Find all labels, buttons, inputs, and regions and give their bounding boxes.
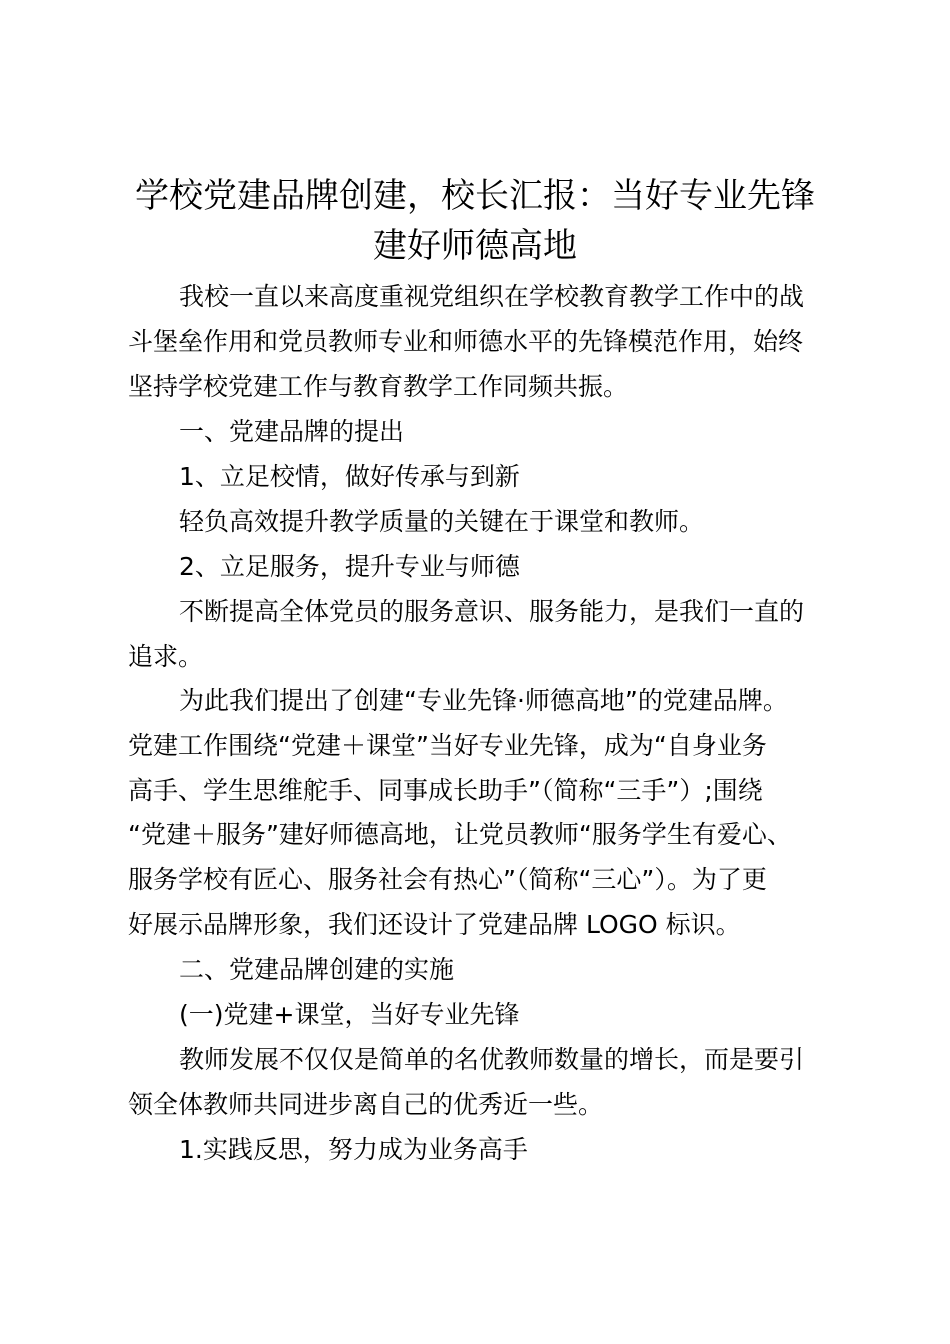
- paragraph-line: 坚持学校党建工作与教育教学工作同频共振。: [128, 372, 629, 401]
- paragraph-line: 追求。: [128, 642, 204, 671]
- subsection-heading: 1、立足校情，做好传承与到新: [179, 462, 520, 491]
- paragraph-line: 好展示品牌形象，我们还设计了党建品牌 LOGO 标识。: [128, 910, 741, 939]
- paragraph-line: 不断提高全体党员的服务意识、服务能力，是我们一直的: [179, 597, 805, 626]
- paragraph-line: 教师发展不仅仅是简单的名优教师数量的增长，而是要引: [179, 1045, 805, 1074]
- subsection-heading: (一)党建+课堂，当好专业先锋: [179, 1000, 520, 1029]
- paragraph-line: 为此我们提出了创建“专业先锋·师德高地”的党建品牌。: [179, 686, 788, 715]
- paragraph-line: “党建＋服务”建好师德高地，让党员教师“服务学生有爱心、: [128, 820, 792, 849]
- paragraph-line: 党建工作围绕“党建＋课堂”当好专业先锋，成为“自身业务: [128, 731, 767, 760]
- paragraph-line: 轻负高效提升教学质量的关键在于课堂和教师。: [179, 507, 705, 536]
- subsection-heading: 1.实践反思，努力成为业务高手: [179, 1135, 528, 1164]
- paragraph-line: 我校一直以来高度重视党组织在学校教育教学工作中的战: [179, 282, 805, 311]
- document-title-line-2: 建好师德高地: [373, 226, 577, 266]
- document-title-line-1: 学校党建品牌创建，校长汇报：当好专业先锋: [135, 176, 815, 216]
- paragraph-line: 领全体教师共同进步离自己的优秀近一些。: [128, 1090, 604, 1119]
- paragraph-line: 服务学校有匠心、服务社会有热心”（简称“三心”）。为了更: [128, 865, 767, 894]
- section-heading: 一、党建品牌的提出: [179, 417, 405, 446]
- subsection-heading: 2、立足服务，提升专业与师德: [179, 552, 520, 581]
- section-heading: 二、党建品牌创建的实施: [179, 955, 455, 984]
- paragraph-line: 斗堡垒作用和党员教师专业和师德水平的先锋模范作用，始终: [128, 327, 804, 356]
- paragraph-line: 高手、学生思维舵手、同事成长助手”（简称“三手”）;围绕: [128, 776, 763, 805]
